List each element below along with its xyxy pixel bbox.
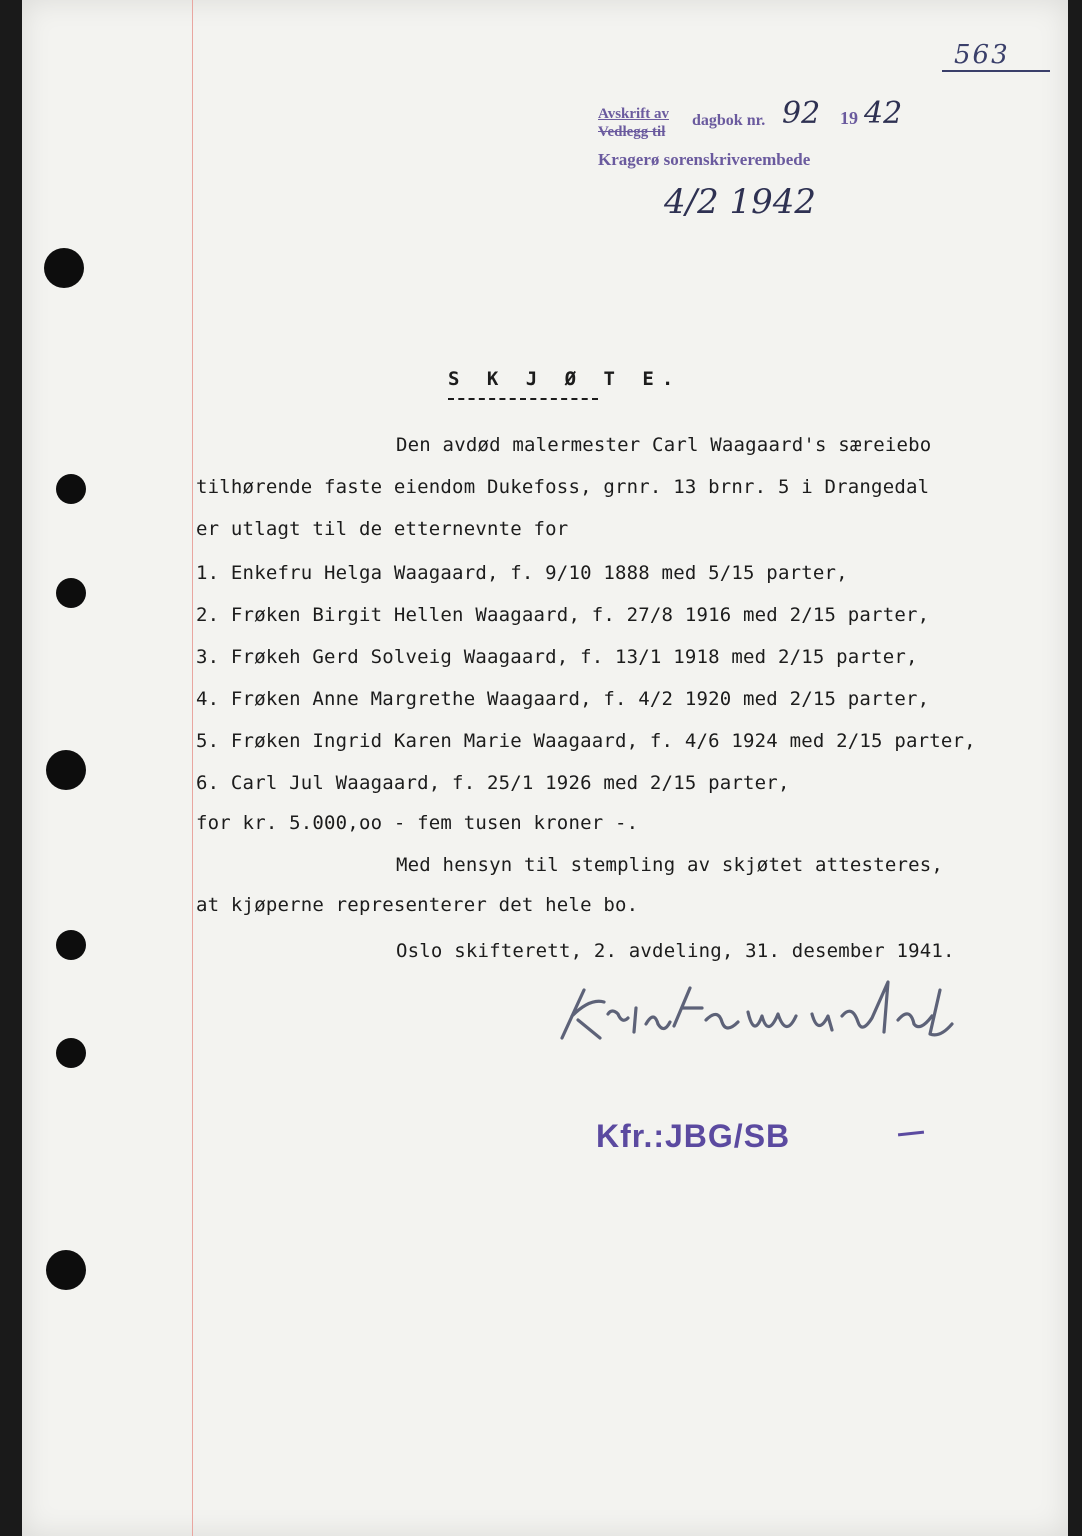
page-number: 563: [954, 40, 1010, 70]
attest-line: at kjøperne representerer det hele bo.: [196, 894, 639, 916]
punch-hole: [56, 1038, 86, 1068]
document-title: S K J Ø T E.: [448, 368, 682, 390]
punch-hole: [56, 474, 86, 504]
paragraph-line: Den avdød malermester Carl Waagaard's særeiebo: [396, 434, 932, 456]
stamp-year-prefix: 19: [840, 108, 858, 128]
stamp-dagbok-label: dagbok nr.: [692, 112, 766, 129]
heir-line: 1. Enkefru Helga Waagaard, f. 9/10 1888 med 5/15 parter,: [196, 562, 848, 584]
document-page: [22, 0, 1068, 1536]
title-underline: [448, 398, 598, 400]
place-date-line: Oslo skifterett, 2. avdeling, 31. desember 1941.: [396, 940, 955, 962]
stamp-line-attachment: Vedlegg til: [598, 124, 666, 140]
punch-hole: [46, 750, 86, 790]
paragraph-line: tilhørende faste eiendom Dukefoss, grnr. 13 brnr. 5 i Drangedal: [196, 476, 930, 498]
heir-line: 6. Carl Jul Waagaard, f. 25/1 1926 med 2/15 parter,: [196, 772, 790, 794]
punch-hole: [46, 1250, 86, 1290]
heir-line: 4. Frøken Anne Margrethe Waagaard, f. 4/2 1920 med 2/15 parter,: [196, 688, 930, 710]
stamp-office: Kragerø sorenskriverembede: [598, 150, 811, 169]
paragraph-line: er utlagt til de etternevnte for: [196, 518, 569, 540]
handwritten-year-suffix: 42: [864, 96, 903, 131]
heir-line: 3. Frøkeh Gerd Solveig Waagaard, f. 13/1 1918 med 2/15 parter,: [196, 646, 918, 668]
heir-line: 5. Frøken Ingrid Karen Marie Waagaard, f. 4/6 1924 med 2/15 parter,: [196, 730, 976, 752]
reference-stamp: Kfr.:JBG/SB: [596, 1118, 791, 1154]
punch-hole: [56, 930, 86, 960]
page-number-underline: [942, 70, 1050, 72]
punch-hole: [44, 248, 84, 288]
handwritten-dagbok-number: 92: [782, 96, 821, 131]
punch-hole: [56, 578, 86, 608]
price-line: for kr. 5.000,oo - fem tusen kroner -.: [196, 812, 639, 834]
handwritten-date: 4/2 1942: [664, 182, 817, 222]
margin-rule: [192, 0, 193, 1536]
handwritten-signature: [542, 968, 1062, 1058]
attest-line: Med hensyn til stempling av skjøtet attesteres,: [396, 854, 944, 876]
stamp-line-copy: Avskrift av: [598, 106, 669, 122]
heir-line: 2. Frøken Birgit Hellen Waagaard, f. 27/8 1916 med 2/15 parter,: [196, 604, 930, 626]
reference-stamp-dash: [898, 1131, 924, 1137]
